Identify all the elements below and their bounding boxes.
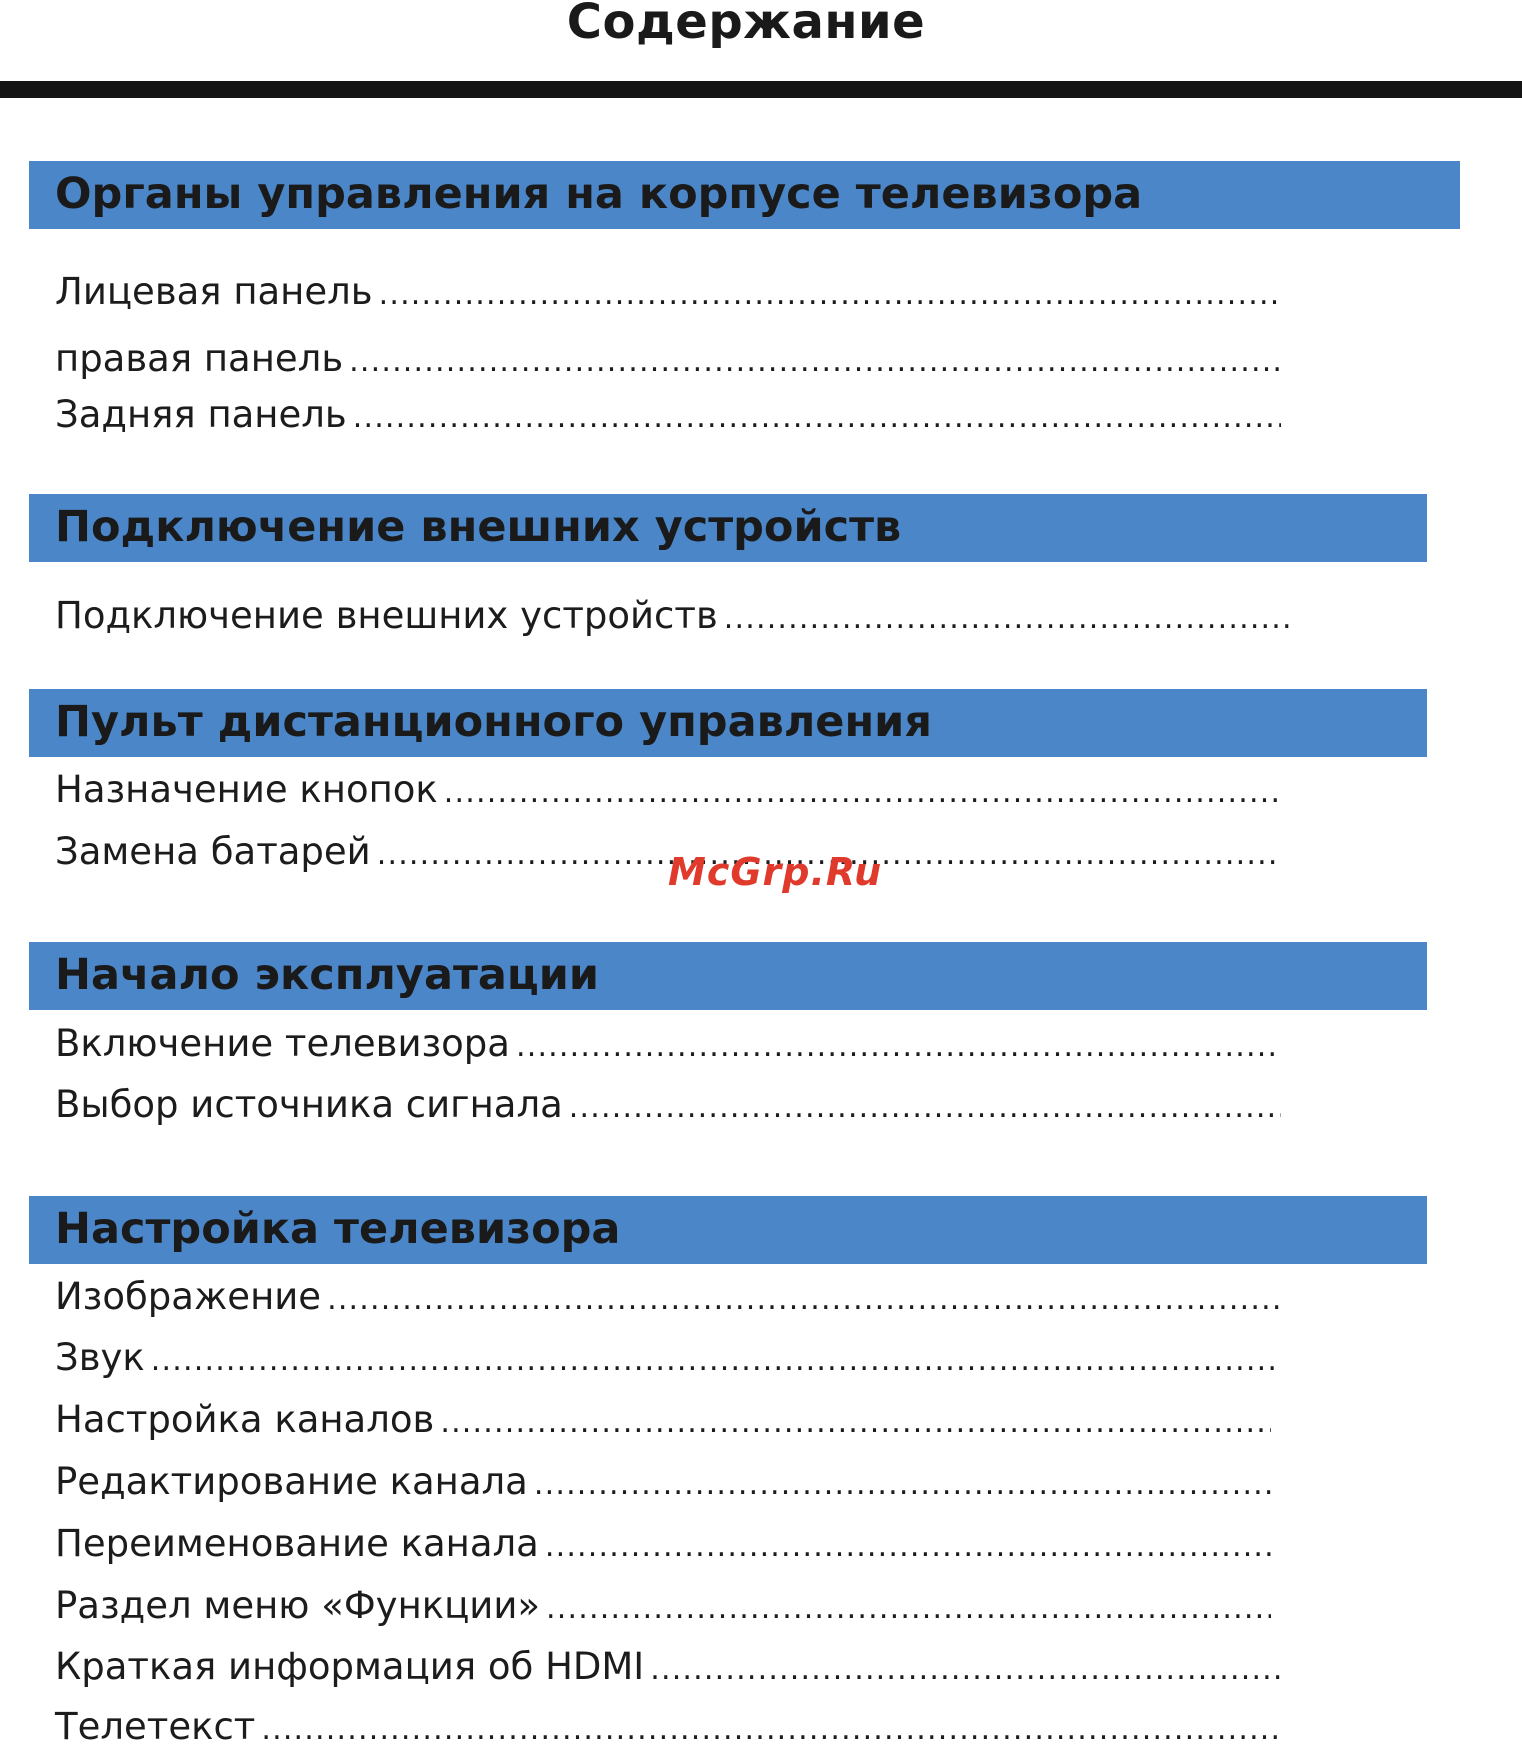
toc-entry-label: Изображение (55, 1275, 322, 1318)
section-header-text: Пульт дистанционного управления (55, 697, 932, 747)
dot-leader (650, 1647, 1281, 1693)
toc-entry[interactable] (55, 1274, 1281, 1323)
toc-entry-label: Переименование канала (55, 1522, 539, 1565)
dot-leader (534, 1462, 1271, 1508)
toc-entry-label: Лицевая панель (55, 270, 373, 313)
toc-entry-label: Настройка каналов (55, 1398, 435, 1441)
section-header-tv-setup (29, 1196, 1427, 1264)
toc-entry-label: Выбор источника сигнала (55, 1083, 563, 1126)
toc-entry-label: Задняя панель (55, 393, 347, 436)
toc-entry-label: правая панель (55, 337, 344, 380)
toc-entry-label: Редактирование канала (55, 1460, 528, 1503)
dot-leader (379, 272, 1281, 318)
toc-entry-label: Включение телевизора (55, 1022, 510, 1065)
dot-leader (327, 1277, 1281, 1323)
watermark: McGrp.Ru (668, 850, 883, 894)
section-header-text: Настройка телевизора (55, 1204, 621, 1254)
dot-leader (546, 1586, 1271, 1632)
toc-entry[interactable] (55, 1021, 1281, 1070)
toc-entry[interactable] (55, 336, 1281, 385)
toc-entry-label: Краткая информация об HDMI (55, 1645, 645, 1688)
toc-entry[interactable] (55, 1459, 1271, 1508)
toc-entry[interactable] (55, 1397, 1271, 1446)
dot-leader (353, 395, 1281, 441)
dot-leader (261, 1707, 1281, 1753)
toc-entry-label: Звук (55, 1336, 145, 1379)
page-title: Содержание (566, 0, 926, 50)
section-header-text: Органы управления на корпусе телевизора (55, 169, 1143, 219)
toc-entry[interactable] (55, 1335, 1281, 1384)
toc-entry[interactable] (55, 1521, 1271, 1570)
toc-entry-label: Подключение внешних устройств (55, 594, 718, 637)
dot-leader (545, 1524, 1271, 1570)
toc-entry-label: Назначение кнопок (55, 768, 438, 811)
dot-leader (516, 1024, 1281, 1070)
toc-entry[interactable] (55, 392, 1281, 441)
dot-leader (724, 596, 1289, 642)
toc-entry[interactable] (55, 767, 1281, 816)
toc-entry[interactable] (55, 1644, 1281, 1693)
toc-entry[interactable] (55, 1704, 1281, 1753)
dot-leader (349, 339, 1281, 385)
section-header-connections (29, 494, 1427, 562)
section-header-text: Подключение внешних устройств (55, 502, 902, 552)
dot-leader (151, 1338, 1281, 1384)
toc-entry[interactable] (55, 1583, 1271, 1632)
section-header-getting-started (29, 942, 1427, 1010)
dot-leader (444, 770, 1281, 816)
toc-entry[interactable] (55, 1082, 1281, 1131)
section-header-controls (29, 161, 1460, 229)
section-header-text: Начало эксплуатации (55, 950, 600, 1000)
dot-leader (440, 1400, 1271, 1446)
toc-entry-label: Замена батарей (55, 830, 371, 873)
toc-entry[interactable] (55, 269, 1281, 318)
section-header-remote (29, 689, 1427, 757)
toc-entry-label: Раздел меню «Функции» (55, 1584, 541, 1627)
toc-entry-label: Телетекст (55, 1705, 256, 1748)
toc-entry[interactable] (55, 593, 1289, 642)
title-rule (0, 81, 1522, 98)
dot-leader (569, 1085, 1281, 1131)
